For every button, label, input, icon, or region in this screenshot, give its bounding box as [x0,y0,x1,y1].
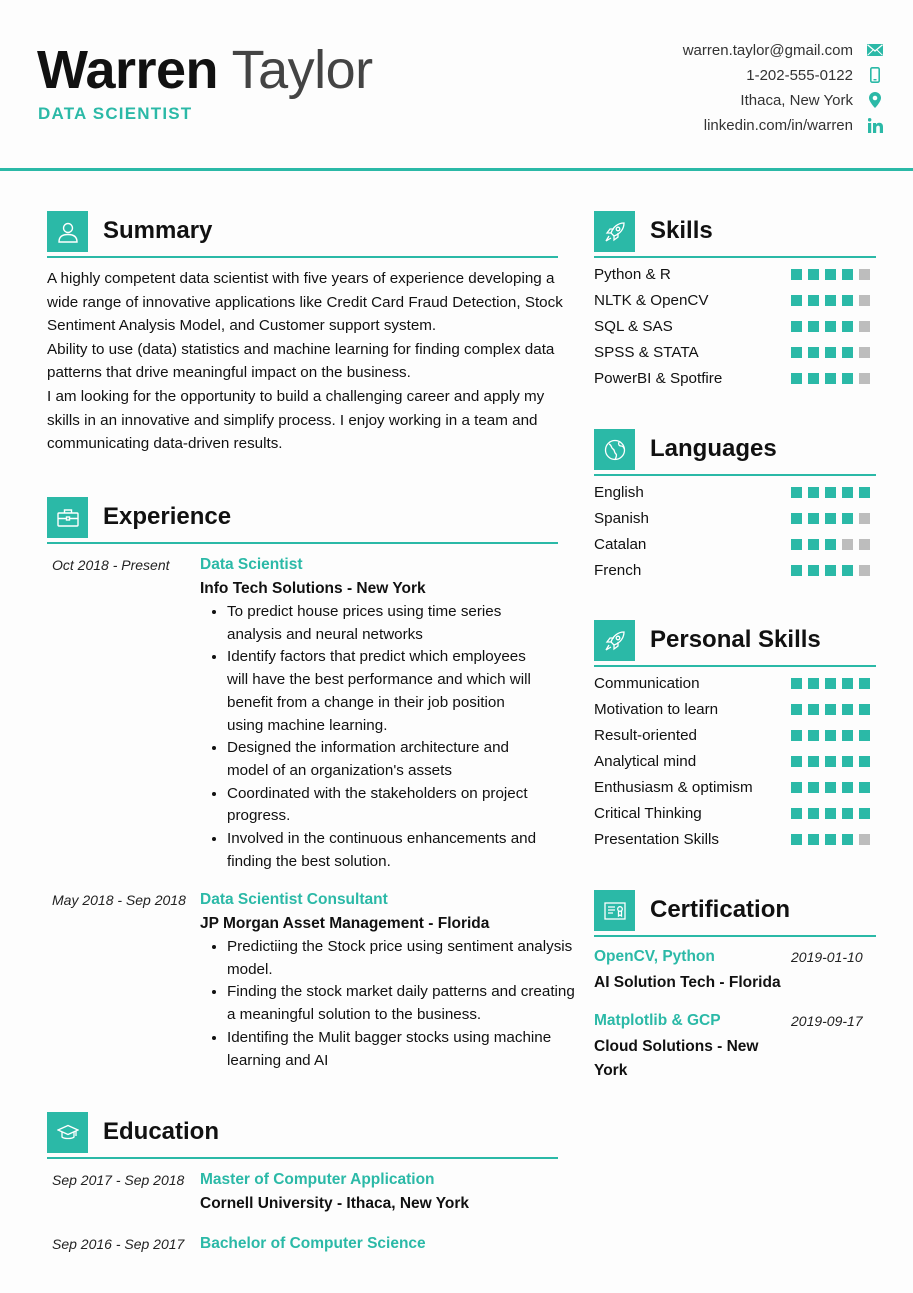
rating-row [594,701,876,721]
rating-dot-filled [842,513,853,524]
rating-row [594,266,876,286]
job-bullets [200,936,577,1072]
rating-dots [791,487,870,498]
rating-dot-filled [842,704,853,715]
rating-dot-filled [842,808,853,819]
rating-dots [791,513,870,524]
experience-divider [47,542,558,544]
personal-skills-title: Personal Skills [650,626,821,653]
rating-dot-filled [859,782,870,793]
rating-dot-filled [808,539,819,550]
rating-row [594,510,876,530]
education-degree: Master of Computer Application [200,1171,435,1188]
rating-dot-filled [808,756,819,767]
rating-label: Presentation Skills [594,831,719,848]
rating-dots [791,834,870,845]
rating-dot-filled [842,269,853,280]
job-bullet: • Identify factors that predict which employees will have the best performance and which will benefit from a change in their job position using machine learning. [227,646,545,737]
rating-dot-filled [825,373,836,384]
rating-label: Analytical mind [594,753,697,770]
cert-org: AI Solution Tech - Florida [594,974,781,991]
rating-dots [791,565,870,576]
phone-icon [867,67,883,83]
job-bullet: • To predict house prices using time series analysis and neural networks [227,601,545,646]
rating-dot-filled [825,808,836,819]
rating-dot-filled [842,295,853,306]
rating-dot-filled [808,487,819,498]
envelope-icon [867,42,883,58]
rating-dot-empty [859,513,870,524]
rating-label: Python & R [594,266,671,283]
rating-dot-filled [808,373,819,384]
rating-dot-filled [808,513,819,524]
job-company: JP Morgan Asset Management - Florida [200,915,490,932]
languages-divider [594,474,876,476]
rating-dot-filled [859,808,870,819]
contact-linkedin[interactable] [704,113,913,137]
rating-dot-filled [825,704,836,715]
job-role: Data Scientist [200,556,303,573]
rating-dot-filled [791,269,802,280]
rating-dot-filled [825,756,836,767]
job-role: Data Scientist Consultant [200,891,388,908]
rating-dot-filled [808,321,819,332]
briefcase-icon [47,497,88,538]
rating-dot-filled [842,730,853,741]
rating-dot-filled [859,730,870,741]
rating-row [594,727,876,747]
location-pin-icon [867,92,883,108]
rating-dot-filled [791,704,802,715]
rating-dot-filled [842,373,853,384]
cert-org: Cloud Solutions - New York [594,1038,759,1079]
skills-title: Skills [650,217,713,244]
rocket-icon [594,620,635,661]
rating-dot-filled [842,347,853,358]
rating-label: Spanish [594,510,649,527]
rating-dot-filled [825,539,836,550]
education-divider [47,1157,558,1159]
rating-dot-filled [791,487,802,498]
rating-row [594,779,876,799]
rating-dots [791,347,870,358]
rating-dot-filled [791,808,802,819]
rating-dots [791,373,870,384]
rating-label: SPSS & STATA [594,344,699,361]
user-icon [47,211,88,252]
job-bullet: • Involved in the continuous enhancements and finding the best solution. [227,828,545,873]
summary-paragraph: I am looking for the opportunity to build a challenging career and apply my skills in an innovative and simplify process. I enjoy working in a team and communicating data-driven results. [47,387,545,453]
cert-name: OpenCV, Python [594,948,715,965]
rating-dot-filled [791,730,802,741]
personal-skills-divider [594,665,876,667]
rating-dot-filled [825,730,836,741]
rating-dots [791,321,870,332]
rating-dot-filled [791,295,802,306]
rating-dot-filled [859,704,870,715]
job-bullets [200,601,545,873]
summary-paragraph: Ability to use (data) statistics and machine learning for finding complex data patterns that drive meaningful impact on the business. [47,340,555,382]
summary-text [47,267,565,456]
experience-title: Experience [103,503,232,530]
rating-row [594,292,876,312]
job-company: Info Tech Solutions - New York [200,580,426,597]
rating-dot-filled [825,347,836,358]
rating-dot-filled [808,678,819,689]
rating-dot-filled [842,321,853,332]
rating-dot-filled [791,321,802,332]
first-name: Warren [37,40,219,100]
rating-dot-filled [859,756,870,767]
rating-dot-filled [791,756,802,767]
rating-row [594,484,876,504]
rating-dot-filled [842,756,853,767]
rating-row [594,831,876,851]
job-title: DATA SCIENTIST [38,104,193,123]
skills-divider [594,256,876,258]
candidate-name [37,38,373,102]
rating-dot-filled [842,834,853,845]
contact-location-text[interactable]: Ithaca, New York [740,91,853,109]
job-bullet: • Coordinated with the stakeholders on project progress. [227,783,545,828]
rating-row [594,370,876,390]
rating-dots [791,730,870,741]
rating-label: English [594,484,644,501]
rating-row [594,562,876,582]
rating-dots [791,678,870,689]
rating-dot-empty [859,269,870,280]
linkedin-icon [867,117,883,133]
rating-dots [791,269,870,280]
rating-dot-filled [808,347,819,358]
rating-dot-filled [825,678,836,689]
rating-dot-filled [791,834,802,845]
rating-dot-filled [859,487,870,498]
rating-label: Catalan [594,536,647,553]
rating-dot-filled [791,678,802,689]
rating-label: French [594,562,642,579]
cert-date: 2019-09-17 [791,1013,863,1029]
rating-dot-filled [825,565,836,576]
rating-dot-filled [825,513,836,524]
rating-dot-filled [842,565,853,576]
last-name: Taylor [231,40,373,100]
education-date: Sep 2016 - Sep 2017 [52,1236,185,1252]
globe-icon [594,429,635,470]
rating-row [594,753,876,773]
rating-dots [791,808,870,819]
rating-dot-filled [842,487,853,498]
contact-email[interactable] [683,38,913,62]
graduation-cap-icon [47,1112,88,1153]
rating-dot-filled [825,269,836,280]
rating-dot-filled [825,782,836,793]
contact-phone[interactable] [746,63,913,87]
rating-dots [791,295,870,306]
rating-dot-filled [791,539,802,550]
rating-dot-filled [808,704,819,715]
certification-divider [594,935,876,937]
education-date: Sep 2017 - Sep 2018 [52,1172,185,1188]
education-school: Cornell University - Ithaca, New York [200,1195,470,1212]
rating-dot-filled [825,295,836,306]
rating-dot-empty [859,834,870,845]
job-bullet: • Finding the stock market daily patterns and creating a meaningful solution to the business. [227,981,577,1026]
rating-dot-filled [825,834,836,845]
rating-label: Result-oriented [594,727,697,744]
rating-row [594,675,876,695]
rating-dot-empty [859,539,870,550]
rating-dot-filled [859,678,870,689]
rating-dot-empty [859,565,870,576]
cert-name: Matplotlib & GCP [594,1012,721,1029]
rating-dot-filled [808,834,819,845]
rating-dots [791,756,870,767]
contact-linkedin-text[interactable]: linkedin.com/in/warren [703,116,853,134]
rating-row [594,344,876,364]
rating-dot-filled [791,373,802,384]
rating-dot-filled [808,269,819,280]
rating-dot-filled [791,347,802,358]
rating-dot-filled [808,565,819,576]
rating-label: Motivation to learn [594,701,719,718]
rating-label: Enthusiasm & optimism [594,779,753,796]
rating-row [594,536,876,556]
education-title: Education [103,1118,220,1145]
job-bullet: • Predictiing the Stock price using sentiment analysis model. [227,936,577,981]
rating-dot-filled [825,487,836,498]
education-degree: Bachelor of Computer Science [200,1235,426,1252]
header-divider [0,168,913,171]
summary-title: Summary [103,217,213,244]
rating-label: NLTK & OpenCV [594,292,709,309]
rating-dots [791,539,870,550]
rating-dot-empty [859,347,870,358]
rating-dot-filled [808,808,819,819]
cert-date: 2019-01-10 [791,949,863,965]
certificate-icon [594,890,635,931]
rating-dots [791,704,870,715]
job-date: Oct 2018 - Present [52,557,170,573]
languages-title: Languages [650,435,777,462]
rating-label: Communication [594,675,700,692]
certification-title: Certification [650,896,791,923]
rating-dot-filled [842,678,853,689]
contact-email-text[interactable]: warren.taylor@gmail.com [682,41,853,59]
job-date: May 2018 - Sep 2018 [52,892,186,908]
job-bullet: • Identifing the Mulit bagger stocks using machine learning and AI [227,1027,577,1072]
summary-paragraph: A highly competent data scientist with five years of experience developing a wide range of innovative applications like Credit Card Fraud Detection, Stock Sentiment Analysis Model, and Customer support system. [47,270,563,335]
rocket-icon [594,211,635,252]
rating-row [594,805,876,825]
rating-label: Critical Thinking [594,805,702,822]
job-bullet: • Designed the information architecture and model of an organization's assets [227,737,545,782]
rating-dot-empty [859,321,870,332]
rating-row [594,318,876,338]
rating-dot-filled [808,730,819,741]
rating-dot-filled [808,782,819,793]
contact-phone-text[interactable]: 1-202-555-0122 [746,66,853,84]
rating-dot-filled [791,782,802,793]
rating-dot-filled [842,782,853,793]
summary-divider [47,256,558,258]
rating-dot-empty [859,295,870,306]
rating-dot-filled [791,513,802,524]
contact-location[interactable] [740,88,913,112]
rating-label: SQL & SAS [594,318,673,335]
rating-dot-empty [859,373,870,384]
rating-label: PowerBI & Spotfire [594,370,723,387]
rating-dot-empty [842,539,853,550]
rating-dots [791,782,870,793]
rating-dot-filled [808,295,819,306]
rating-dot-filled [825,321,836,332]
rating-dot-filled [791,565,802,576]
